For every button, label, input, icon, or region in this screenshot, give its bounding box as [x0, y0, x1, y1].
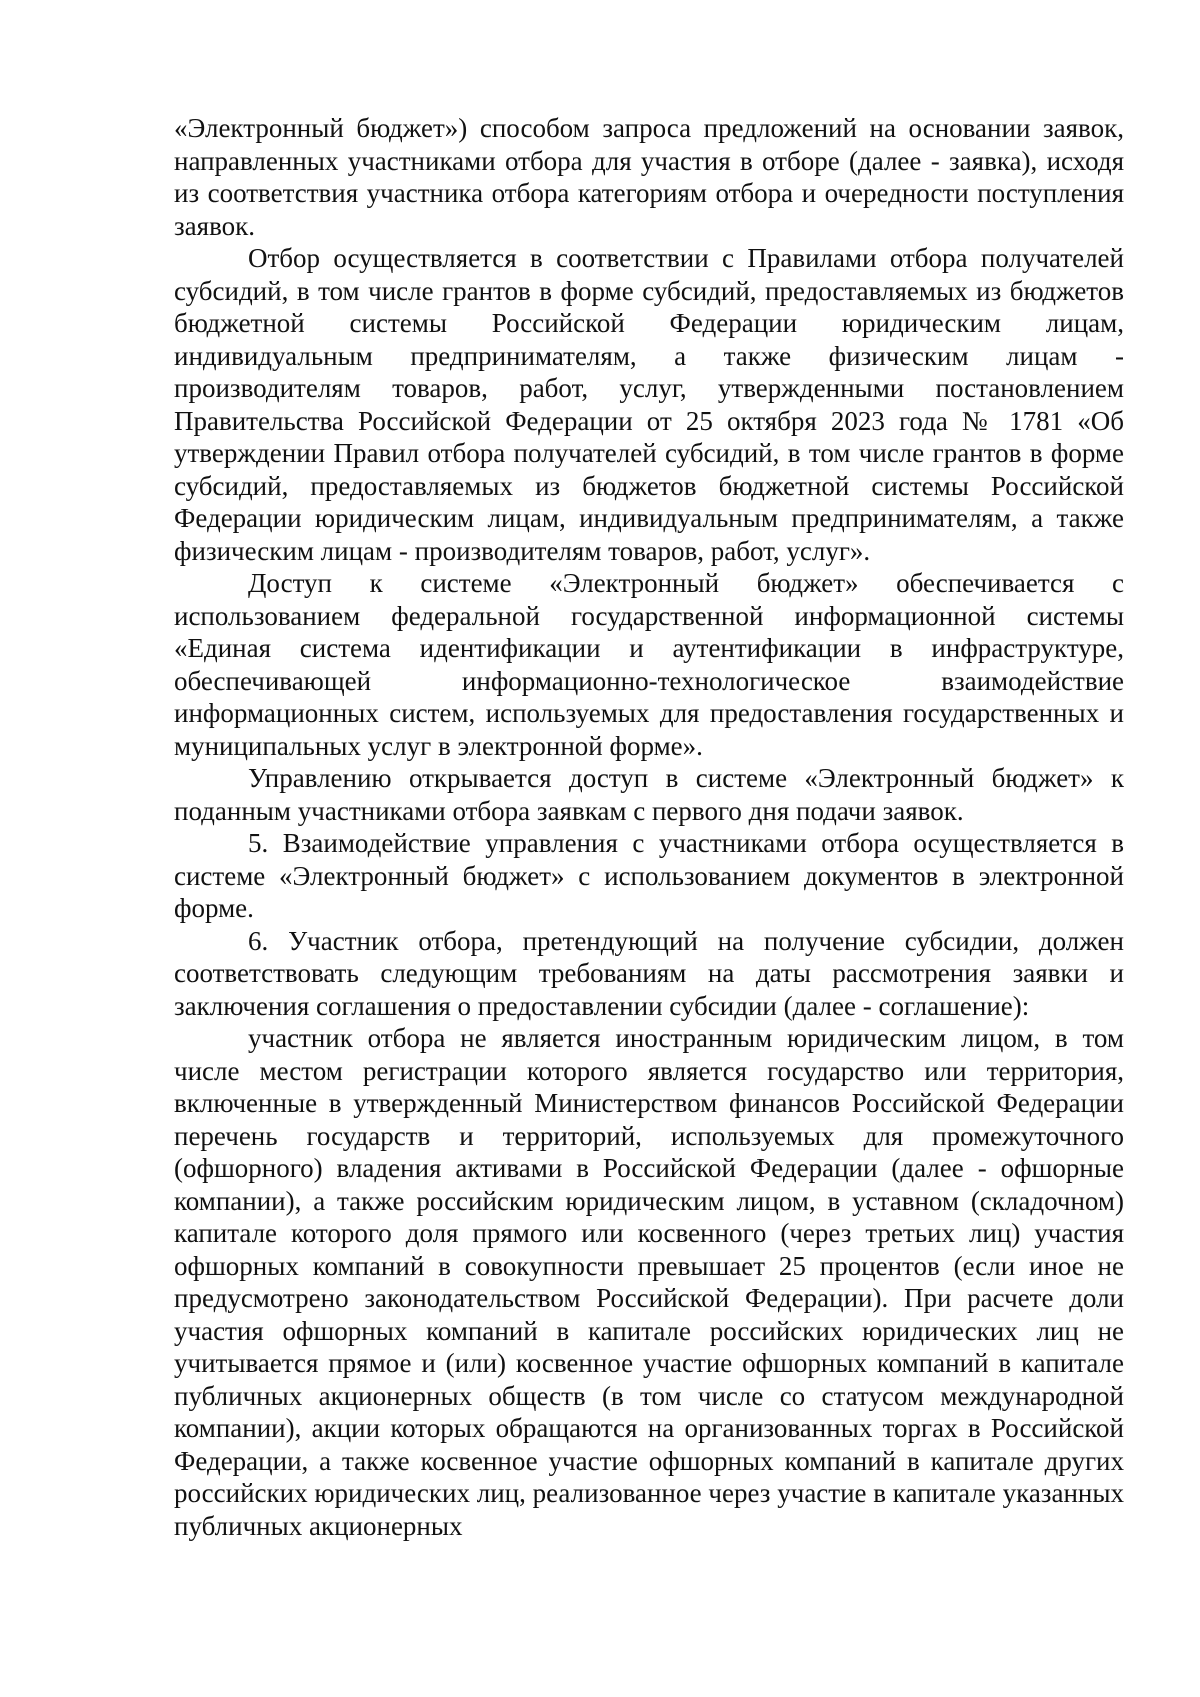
paragraph-offshore-requirement: участник отбора не является иностранным юридическим лицом, в том числе местом регистрации которого является государство или территория, включенные в утвержденный Министерством финансов Российской Федерации перечень государств и территорий, используемых для промежуточного (офшорного) владения активами в Российской Федерации (далее - офшорные компании), а также российским юридическим лицом, в уставном (складочном) капитале которого доля прямого или косвенного (через третьих лиц) участия офшорных компаний в совокупности превышает 25 процентов (если иное не предусмотрено законодательством Российской Федерации). При расчете доли участия офшорных компаний в капитале российских юридических лиц не учитывается прямое и (или) косвенное участие офшорных компаний в капитале публичных акционерных обществ (в том числе со статусом международной компании), акции которых обращаются на организованных торгах в Российской Федерации, а также косвенное участие офшорных компаний в капитале других российских юридических лиц, реализованное через участие в капитале указанных публичных акционерных [174, 1023, 1124, 1541]
paragraph-selection-rules: Отбор осуществляется в соответствии с Правилами отбора получателей субсидий, в том числе грантов в форме субсидий, предоставляемых из бюджетов бюджетной системы Российской Федерации юридическим лицам, индивидуальным предпринимателям, а также физическим лицам - производителям товаров, работ, услуг, утвержденными постановлением Правительства Российской Федерации от 25 октября 2023 года № 1781 «Об утверждении Правил отбора получателей субсидий, в том числе грантов в форме субсидий, предоставляемых из бюджетов бюджетной системы Российской Федерации юридическим лицам, индивидуальным предпринимателям, а также физическим лицам - производителям товаров, работ, услуг». [174, 243, 1124, 566]
paragraph-item-6: 6. Участник отбора, претендующий на получение субсидии, должен соответствовать следующим требованиям на даты рассмотрения заявки и заключения соглашения о предоставлении субсидии (далее - соглашение): [174, 925, 1124, 1021]
paragraph-management-access: Управлению открывается доступ в системе «Электронный бюджет» к поданным участниками отбора заявкам с первого дня подачи заявок. [174, 763, 1124, 826]
document-body [174, 112, 1124, 1542]
paragraph-continuation: «Электронный бюджет») способом запроса предложений на основании заявок, направленных участниками отбора для участия в отборе (далее - заявка), исходя из соответствия участника отбора категориям отбора и очередности поступления заявок. [174, 113, 1124, 241]
paragraph-system-access: Доступ к системе «Электронный бюджет» обеспечивается с использованием федеральной государственной информационной системы «Единая система идентификации и аутентификации в инфраструктуре, обеспечивающей информационно-технологическое взаимодействие информационных систем, используемых для предоставления государственных и муниципальных услуг в электронной форме». [174, 568, 1124, 761]
paragraph-item-5: 5. Взаимодействие управления с участниками отбора осуществляется в системе «Электронный бюджет» с использованием документов в электронной форме. [174, 828, 1124, 923]
